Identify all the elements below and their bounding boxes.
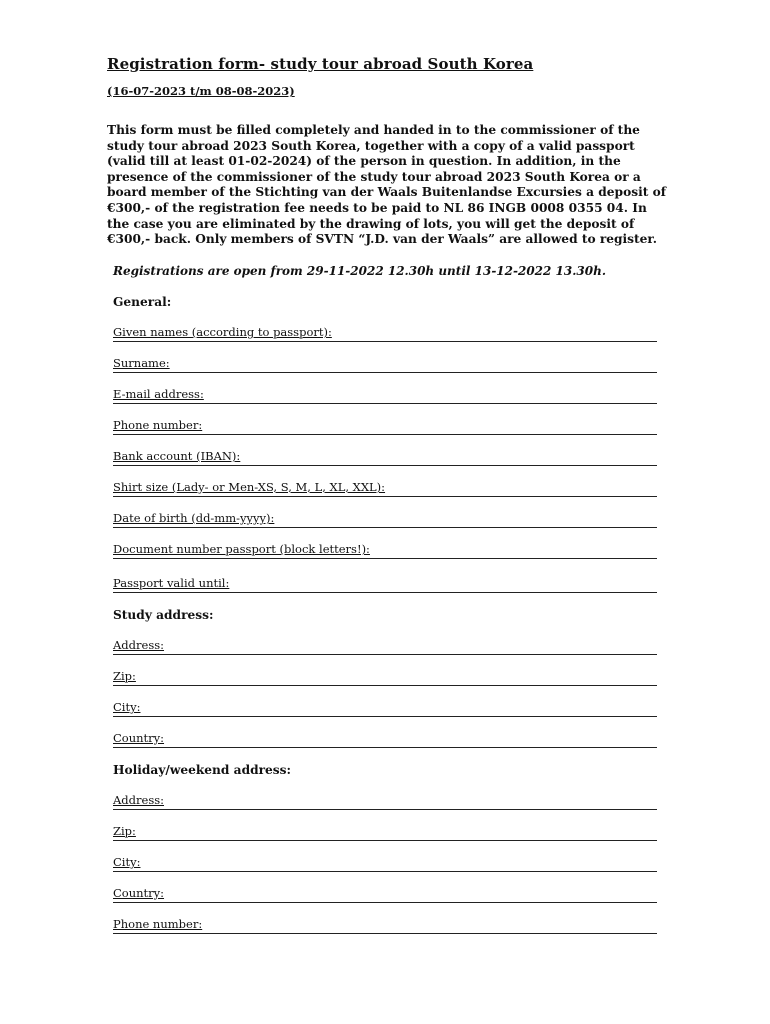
field-label: City: [113, 855, 141, 869]
field-label: Zip: [113, 824, 136, 838]
field-label: Document number passport (block letters!): [113, 542, 370, 556]
date-of-birth-field[interactable] [113, 510, 657, 528]
intro-paragraph: This form must be filled completely and handed in to the commissioner of the study tour abroad 2023 South Korea, together with a copy of a valid passport (valid till at least 01-02-2024) of the person in question. In addition, in the presence of the commissioner of the study tour abroad 2023 South Korea or a board member of the Stichting van der Waals Buitenlandse Excursies a deposit of €300,- of the registration fee needs to be paid to NL 86 INGB 0008 0355 04. In the case you are eliminated by the drawing of lots, you will get the deposit of €300,- back. Only members of SVTN “J.D. van der Waals” are allowed to register. [107, 123, 666, 247]
field-label: Surname: [113, 356, 170, 370]
holiday-country-field[interactable] [113, 885, 657, 903]
study-address-field[interactable] [113, 637, 657, 655]
given-names-field[interactable] [113, 324, 657, 342]
study-city-field[interactable] [113, 699, 657, 717]
field-label: Shirt size (Lady- or Men-XS, S, M, L, XL, XXL): [113, 480, 386, 494]
study-address-heading: Study address: [113, 608, 214, 622]
registration-period-note: Registrations are open from 29-11-2022 12.30h until 13-12-2022 13.30h. [113, 264, 607, 278]
holiday-city-field[interactable] [113, 854, 657, 872]
field-label: Phone number: [113, 917, 203, 931]
holiday-address-heading: Holiday/weekend address: [113, 763, 292, 777]
field-label: Passport valid until: [113, 576, 230, 590]
holiday-address-field[interactable] [113, 792, 657, 810]
passport-number-field[interactable] [113, 541, 657, 559]
holiday-zip-field[interactable] [113, 823, 657, 841]
field-label: E-mail address: [113, 387, 204, 401]
study-country-field[interactable] [113, 730, 657, 748]
field-label: Date of birth (dd-mm-yyyy): [113, 511, 275, 525]
iban-field[interactable] [113, 448, 657, 466]
passport-valid-until-field[interactable] [113, 575, 657, 593]
field-label: Zip: [113, 669, 136, 683]
field-label: Country: [113, 886, 165, 900]
holiday-phone-field[interactable] [113, 916, 657, 934]
field-label: Given names (according to passport): [113, 325, 332, 339]
tour-dates: (16-07-2023 t/m 08-08-2023) [107, 84, 295, 98]
field-label: Country: [113, 731, 165, 745]
phone-field[interactable] [113, 417, 657, 435]
field-label: Bank account (IBAN): [113, 449, 241, 463]
field-label: Address: [113, 638, 165, 652]
general-heading: General: [113, 295, 172, 309]
field-label: Phone number: [113, 418, 203, 432]
surname-field[interactable] [113, 355, 657, 373]
study-zip-field[interactable] [113, 668, 657, 686]
email-field[interactable] [113, 386, 657, 404]
field-label: City: [113, 700, 141, 714]
shirt-size-field[interactable] [113, 479, 657, 497]
form-title: Registration form- study tour abroad South Korea [107, 55, 534, 73]
field-label: Address: [113, 793, 165, 807]
